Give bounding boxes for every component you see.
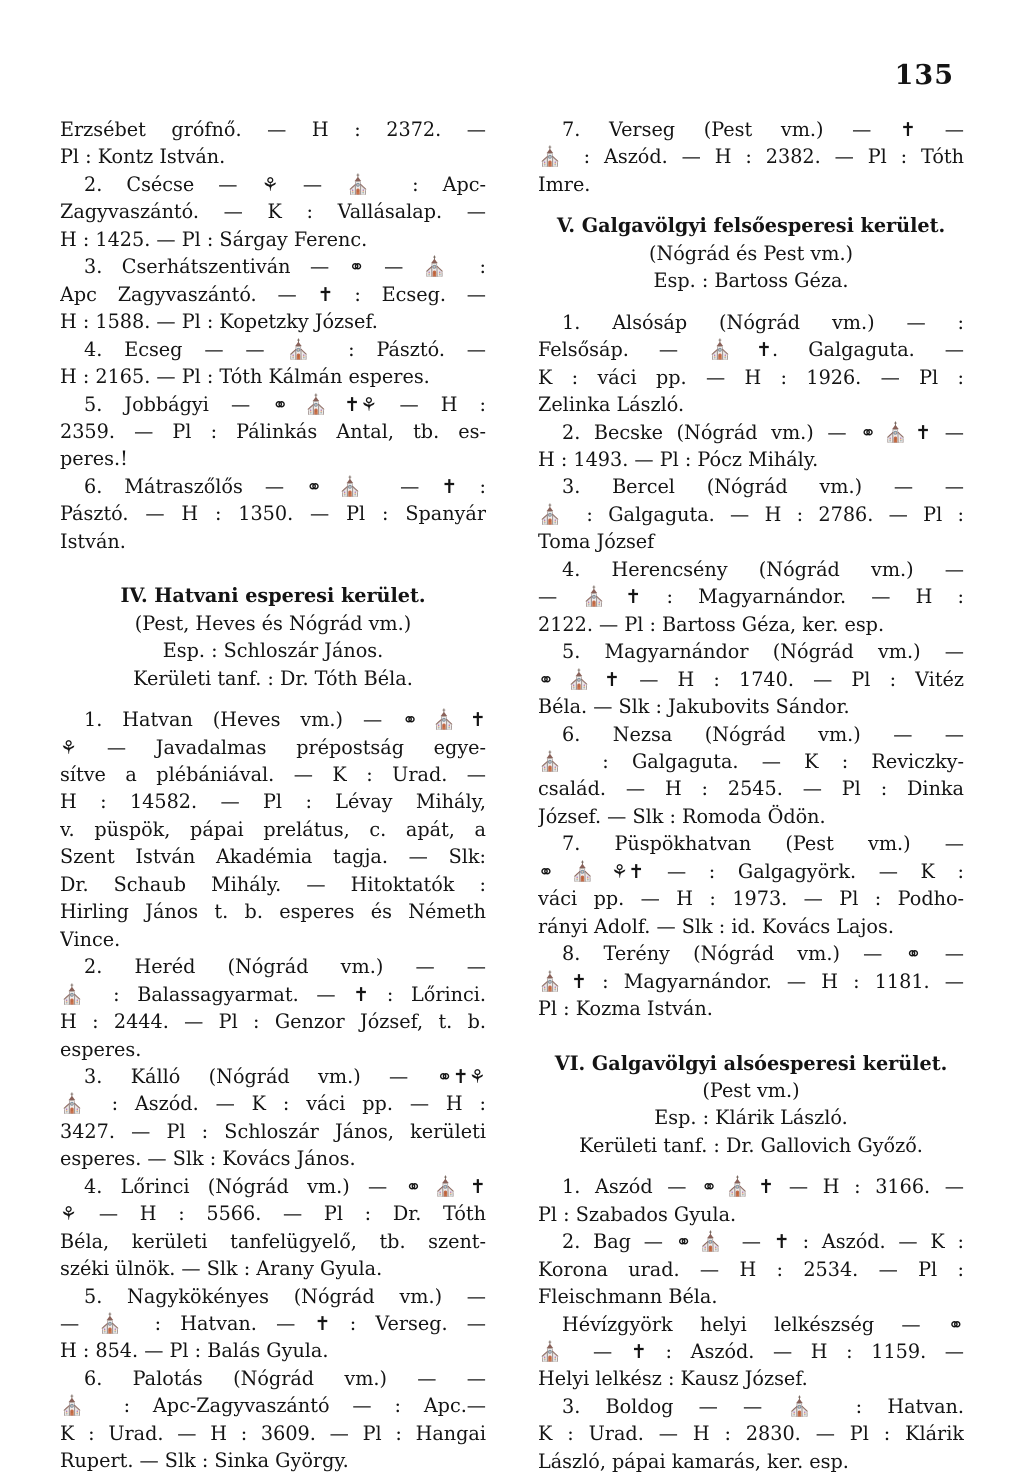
text-line: peres.! xyxy=(60,447,128,471)
text-line: ⛪ : Galgaguta. — H : 2786. — Pl : xyxy=(538,502,964,526)
text-line: esperes. — Slk : Kovács János. xyxy=(60,1147,356,1171)
text-line: H : 2444. — Pl : Genzor József, t. b. xyxy=(60,1010,486,1034)
text-line: Zelinka László. xyxy=(538,393,685,417)
left-column xyxy=(60,116,486,1475)
text-line: 2. Becske (Nógrád vm.) — ⚭⛪✝ — xyxy=(562,420,964,444)
text-line: (Pest vm.) xyxy=(702,1078,800,1102)
section-heading: VI. Galgavölgyi alsóesperesi kerület. xyxy=(554,1051,948,1075)
text-line: (Nógrád és Pest vm.) xyxy=(648,241,854,265)
text-line: ⛪ : Aszód. — K : váci pp. — H : xyxy=(60,1092,486,1116)
text-line: 2. Heréd (Nógrád vm.) — — xyxy=(84,955,486,979)
text-line: H : 854. — Pl : Balás Gyula. xyxy=(60,1339,329,1363)
text-line: H : 1493. — Pl : Pócz Mihály. xyxy=(538,447,819,471)
text-line: ⛪ : Galgaguta. — K : Reviczky- xyxy=(538,749,964,773)
text-line: 1. Aszód — ⚭⛪✝ — H : 3166. — xyxy=(562,1175,964,1199)
text-line: ⛪ — ✝ : Aszód. — H : 1159. — xyxy=(538,1340,964,1364)
text-line: széki ülnök. — Slk : Arany Gyula. xyxy=(60,1257,383,1281)
text-line: 3. Bercel (Nógrád vm.) — — xyxy=(562,475,964,499)
text-line: rányi Adolf. — Slk : id. Kovács Lajos. xyxy=(538,914,894,938)
text-line: 2. Csécse — ⚘ — ⛪ : Apc- xyxy=(84,172,486,196)
text-line: — ⛪ : Hatvan. — ✝ : Verseg. — xyxy=(60,1312,486,1336)
text-line: 5. Magyarnándor (Nógrád vm.) — xyxy=(562,640,964,664)
text-line: Erzsébet grófnő. — H : 2372. — xyxy=(60,118,486,141)
text-line: H : 2165. — Pl : Tóth Kálmán esperes. xyxy=(60,365,430,389)
text-line: 6. Palotás (Nógrád vm.) — — xyxy=(84,1366,486,1390)
text-line: ⚘ — Javadalmas prépostság egye- xyxy=(60,735,486,759)
text-line: ⛪✝ : Magyarnándor. — H : 1181. — xyxy=(538,969,964,993)
text-line: H : 1425. — Pl : Sárgay Ferenc. xyxy=(60,227,368,251)
text-line: 6. Mátraszőlős — ⚭⛪ — ✝ : xyxy=(84,474,486,498)
text-line: 5. Jobbágyi — ⚭⛪✝⚘ — H : xyxy=(84,392,486,416)
text-line: 7. Verseg (Pest vm.) — ✝ — xyxy=(562,118,964,141)
text-line: — ⛪✝ : Magyarnándor. — H : xyxy=(538,585,964,609)
section-heading: IV. Hatvani esperesi kerület. xyxy=(120,584,426,608)
text-line: 2122. — Pl : Bartoss Géza, ker. esp. xyxy=(538,612,885,636)
text-line: Fleischmann Béla. xyxy=(538,1285,718,1309)
text-line: H : 1588. — Pl : Kopetzky József. xyxy=(60,310,378,334)
text-line: Apc Zagyvaszántó. — ✝ : Ecseg. — xyxy=(60,282,486,306)
text-line: 6. Nezsa (Nógrád vm.) — — xyxy=(562,722,964,746)
text-line: Hévízgyörk helyi lelkészség — ⚭ xyxy=(562,1312,964,1336)
text-line: sítve a plébániával. — K : Urad. — xyxy=(60,762,486,786)
right-column xyxy=(538,116,964,1475)
text-line: 8. Terény (Nógrád vm.) — ⚭ — xyxy=(562,942,964,966)
text-line: 4. Ecseg — — ⛪ : Pásztó. — xyxy=(84,337,486,361)
text-line: Béla, kerületi tanfelügyelő, tb. szent- xyxy=(60,1229,486,1253)
text-line: Béla. — Slk : Jakubovits Sándor. xyxy=(538,695,850,719)
text-line: László, pápai kamarás, ker. esp. xyxy=(538,1449,849,1473)
text-line: Pl : Kontz István. xyxy=(60,145,226,169)
text-line: 3427. — Pl : Schloszár János, kerületi xyxy=(60,1119,486,1143)
text-line: 7. Püspökhatvan (Pest vm.) — xyxy=(562,832,964,856)
text-line: Korona urad. — H : 2534. — Pl : xyxy=(538,1257,964,1281)
text-line: Pásztó. — H : 1350. — Pl : Spanyár xyxy=(60,502,486,526)
text-line: Esp. : Klárik László. xyxy=(654,1106,848,1130)
text-line: ⚭⛪⚘✝ — : Galgagyörk. — K : xyxy=(538,859,964,883)
text-line: Rupert. — Slk : Sinka György. xyxy=(60,1449,349,1473)
text-line: 1. Hatvan (Heves vm.) — ⚭⛪✝ xyxy=(84,708,486,732)
text-line: Hirling János t. b. esperes és Németh xyxy=(60,900,486,924)
text-line: Pl : Kozma István. xyxy=(538,997,713,1021)
text-line: Esp. : Schloszár János. xyxy=(162,639,384,663)
text-line: István. xyxy=(60,529,126,553)
page-number: 135 xyxy=(894,60,954,91)
text-line: H : 14582. — Pl : Lévay Mihály, xyxy=(60,790,486,814)
text-line: ⚭⛪✝ — H : 1740. — Pl : Vitéz xyxy=(538,667,964,691)
text-line: ⛪ : Balassagyarmat. — ✝ : Lőrinci. xyxy=(60,982,486,1006)
text-line: ⛪ : Aszód. — H : 2382. — Pl : Tóth xyxy=(538,145,964,169)
text-line: Zagyvaszántó. — K : Vallásalap. — xyxy=(60,200,486,224)
text-line: v. püspök, pápai prelátus, c. apát, a xyxy=(60,817,486,841)
text-line: 5. Nagykökényes (Nógrád vm.) — xyxy=(84,1284,486,1308)
text-line: 4. Herencsény (Nógrád vm.) — xyxy=(562,557,964,581)
text-line: Felsősáp. — ⛪✝. Galgaguta. — xyxy=(538,338,964,362)
text-line: Helyi lelkész : Kausz József. xyxy=(538,1367,808,1391)
text-line: Toma József xyxy=(538,530,655,554)
text-line: K : Urad. — H : 3609. — Pl : Hangai xyxy=(60,1421,486,1445)
text-line: Kerületi tanf. : Dr. Gallovich Győző. xyxy=(579,1133,923,1157)
section-heading: V. Galgavölgyi felsőesperesi kerület. xyxy=(556,214,946,238)
text-line: Pl : Szabados Gyula. xyxy=(538,1202,737,1226)
text-line: Imre. xyxy=(538,172,591,196)
text-line: 3. Boldog — — ⛪ : Hatvan. xyxy=(562,1394,964,1418)
text-line: 3. Kálló (Nógrád vm.) — ⚭✝⚘ xyxy=(84,1064,486,1088)
text-line: ⛪ : Apc-Zagyvaszántó — : Apc.— xyxy=(60,1394,486,1418)
text-line: 2. Bag — ⚭⛪ — ✝ : Aszód. — K : xyxy=(562,1230,964,1254)
text-line: Dr. Schaub Mihály. — Hitoktatók : xyxy=(60,872,486,896)
text-line: K : váci pp. — H : 1926. — Pl : xyxy=(538,365,964,389)
text-line: József. — Slk : Romoda Ödön. xyxy=(538,804,826,828)
text-line: 3. Cserhátszentiván — ⚭ — ⛪ : xyxy=(84,255,486,279)
text-line: váci pp. — H : 1973. — Pl : Podho- xyxy=(538,887,964,911)
text-line: Kerületi tanf. : Dr. Tóth Béla. xyxy=(133,666,413,690)
text-line: Esp. : Bartoss Géza. xyxy=(653,269,849,293)
text-line: (Pest, Heves és Nógrád vm.) xyxy=(134,611,412,635)
text-line: család. — H : 2545. — Pl : Dinka xyxy=(538,777,964,801)
text-line: ⚘ — H : 5566. — Pl : Dr. Tóth xyxy=(60,1202,486,1226)
text-line: esperes. xyxy=(60,1037,142,1061)
text-line: 1. Alsósáp (Nógrád vm.) — : xyxy=(562,310,964,334)
text-line: Szent István Akadémia tagja. — Slk: xyxy=(60,845,486,869)
text-line: Vince. xyxy=(60,927,121,951)
text-line: K : Urad. — H : 2830. — Pl : Klárik xyxy=(538,1422,964,1446)
text-line: 2359. — Pl : Pálinkás Antal, tb. es- xyxy=(60,419,486,443)
text-line: 4. Lőrinci (Nógrád vm.) — ⚭⛪✝ xyxy=(84,1174,486,1198)
